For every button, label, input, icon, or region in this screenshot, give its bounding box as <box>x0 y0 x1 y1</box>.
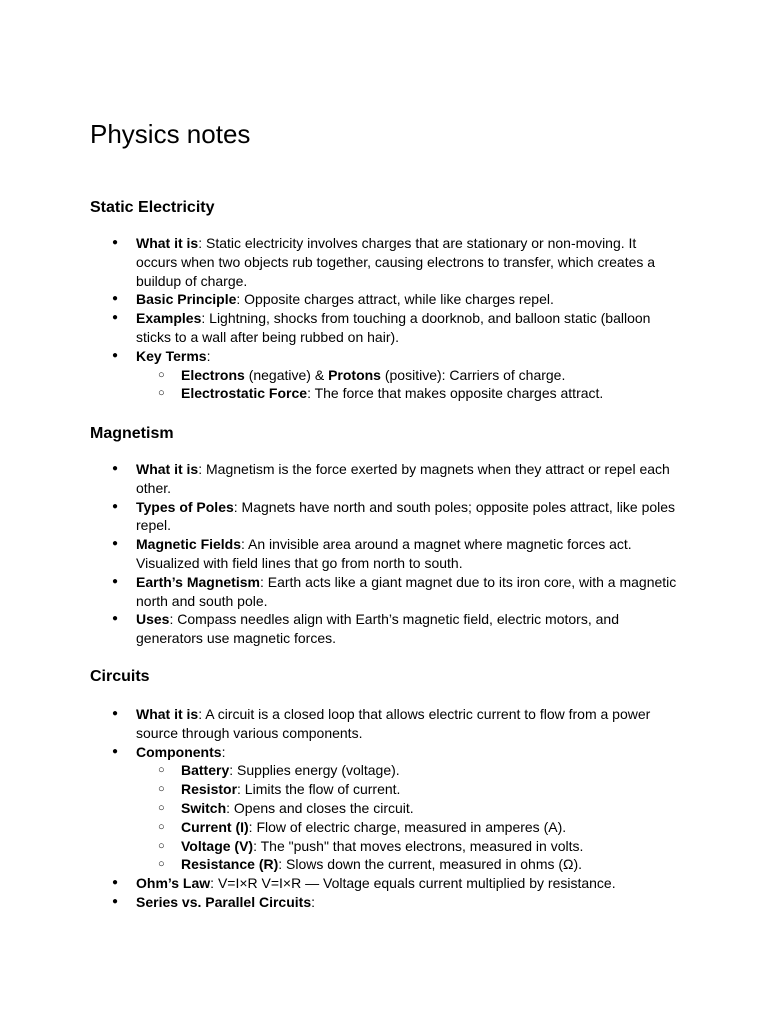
item-text: : The "push" that moves electrons, measured in volts. <box>253 837 584 854</box>
list-item <box>90 705 678 743</box>
item-text: : Magnetism is the force exerted by magnets when they attract or repel each other. <box>136 461 670 496</box>
item-term: Battery <box>181 762 230 779</box>
item-term: Components <box>136 743 222 760</box>
item-term: Resistance (R) <box>181 856 279 873</box>
item-text: : Supplies energy (voltage). <box>229 762 400 779</box>
section-heading: Circuits <box>90 668 150 685</box>
sub-list-item <box>136 384 678 403</box>
item-term: Voltage (V) <box>181 837 254 854</box>
sub-list-item <box>136 366 678 385</box>
list-item <box>90 309 678 347</box>
sub-list <box>136 366 678 404</box>
item-text: : Limits the flow of current. <box>237 781 401 798</box>
list-item <box>90 573 678 611</box>
item-term: What it is <box>136 706 199 722</box>
list-item <box>90 498 678 536</box>
list-item <box>90 535 678 573</box>
sub-list-item <box>136 837 678 856</box>
item-term: What it is <box>136 235 199 251</box>
item-text: : Static electricity involves charges that are stationary or non-moving. It occurs when two objects rub together, causing electrons to transfer, which creates a buildup of charge. <box>136 235 656 289</box>
item-text: : Compass needles align with Earth’s magnetic field, electric motors, and generators use magnetic forces. <box>136 611 619 647</box>
item-text: : Opens and closes the circuit. <box>226 799 414 816</box>
item-term: Electrostatic Force <box>181 385 308 402</box>
item-text: : Magnets have north and south poles; opposite poles attract, like poles repel. <box>136 498 676 534</box>
section-circuits <box>90 667 690 912</box>
item-term: Protons <box>328 366 381 383</box>
item-text: : Earth acts like a giant magnet due to its iron core, with a magnetic north and south pole. <box>136 573 677 609</box>
page-title: Physics notes <box>90 119 251 149</box>
section-heading: Static Electricity <box>90 199 215 216</box>
bullet-list <box>90 234 690 403</box>
item-text: : A circuit is a closed loop that allows electric current to flow from a power source through various components. <box>136 706 651 741</box>
item-term: Types of Poles <box>136 498 234 515</box>
item-term: Earth’s Magnetism <box>136 573 260 590</box>
item-term: Ohm’s Law <box>136 875 211 892</box>
item-term: Switch <box>181 799 227 816</box>
item-text: (negative) & <box>244 366 329 383</box>
item-term: Magnetic Fields <box>136 536 242 553</box>
item-term: Basic Principle <box>136 291 237 308</box>
item-text: : Lightning, shocks from touching a doorknob, and balloon static (balloon sticks to a wall after being rubbed on hair). <box>136 310 651 345</box>
list-item <box>90 893 678 912</box>
bullet-list <box>90 460 690 648</box>
item-term: Current (I) <box>181 818 249 835</box>
section-heading: Magnetism <box>90 425 174 442</box>
sub-list <box>136 761 678 874</box>
item-text: : The force that makes opposite charges attract. <box>307 385 604 402</box>
item-term: Examples <box>136 310 202 327</box>
item-text: : V=I×R V=I×R — Voltage equals current multiplied by resistance. <box>210 875 616 892</box>
item-text: : Flow of electric charge, measured in amperes (A). <box>248 818 567 835</box>
item-text: : An invisible area around a magnet where magnetic forces act. Visualized with field lines that go from north to south. <box>136 536 632 571</box>
list-item <box>90 290 678 309</box>
list-item <box>90 874 678 893</box>
item-term: What it is <box>136 461 199 477</box>
item-term: Key Terms <box>136 347 207 364</box>
bullet-list <box>90 705 690 912</box>
item-term: Electrons <box>181 366 245 383</box>
sub-list-item <box>136 761 678 780</box>
section-static-electricity <box>90 198 690 403</box>
item-term: Series vs. Parallel Circuits <box>136 893 312 910</box>
list-item <box>90 743 678 875</box>
list-item <box>90 234 678 290</box>
item-term: Resistor <box>181 781 238 798</box>
item-text: : <box>311 893 315 910</box>
list-item <box>90 460 678 498</box>
sub-list-item <box>136 799 678 818</box>
sub-list-item <box>136 855 678 874</box>
list-item <box>90 347 678 403</box>
item-text: : <box>221 743 226 760</box>
item-text: (positive): Carriers of charge. <box>380 366 566 383</box>
section-magnetism <box>90 424 690 648</box>
sub-list-item <box>136 780 678 799</box>
item-term: Uses <box>136 611 170 628</box>
item-text: : <box>206 347 211 364</box>
list-item <box>90 610 678 648</box>
item-text: : Opposite charges attract, while like charges repel. <box>236 291 554 308</box>
sub-list-item <box>136 818 678 837</box>
item-text: : Slows down the current, measured in ohms (Ω). <box>278 856 583 873</box>
